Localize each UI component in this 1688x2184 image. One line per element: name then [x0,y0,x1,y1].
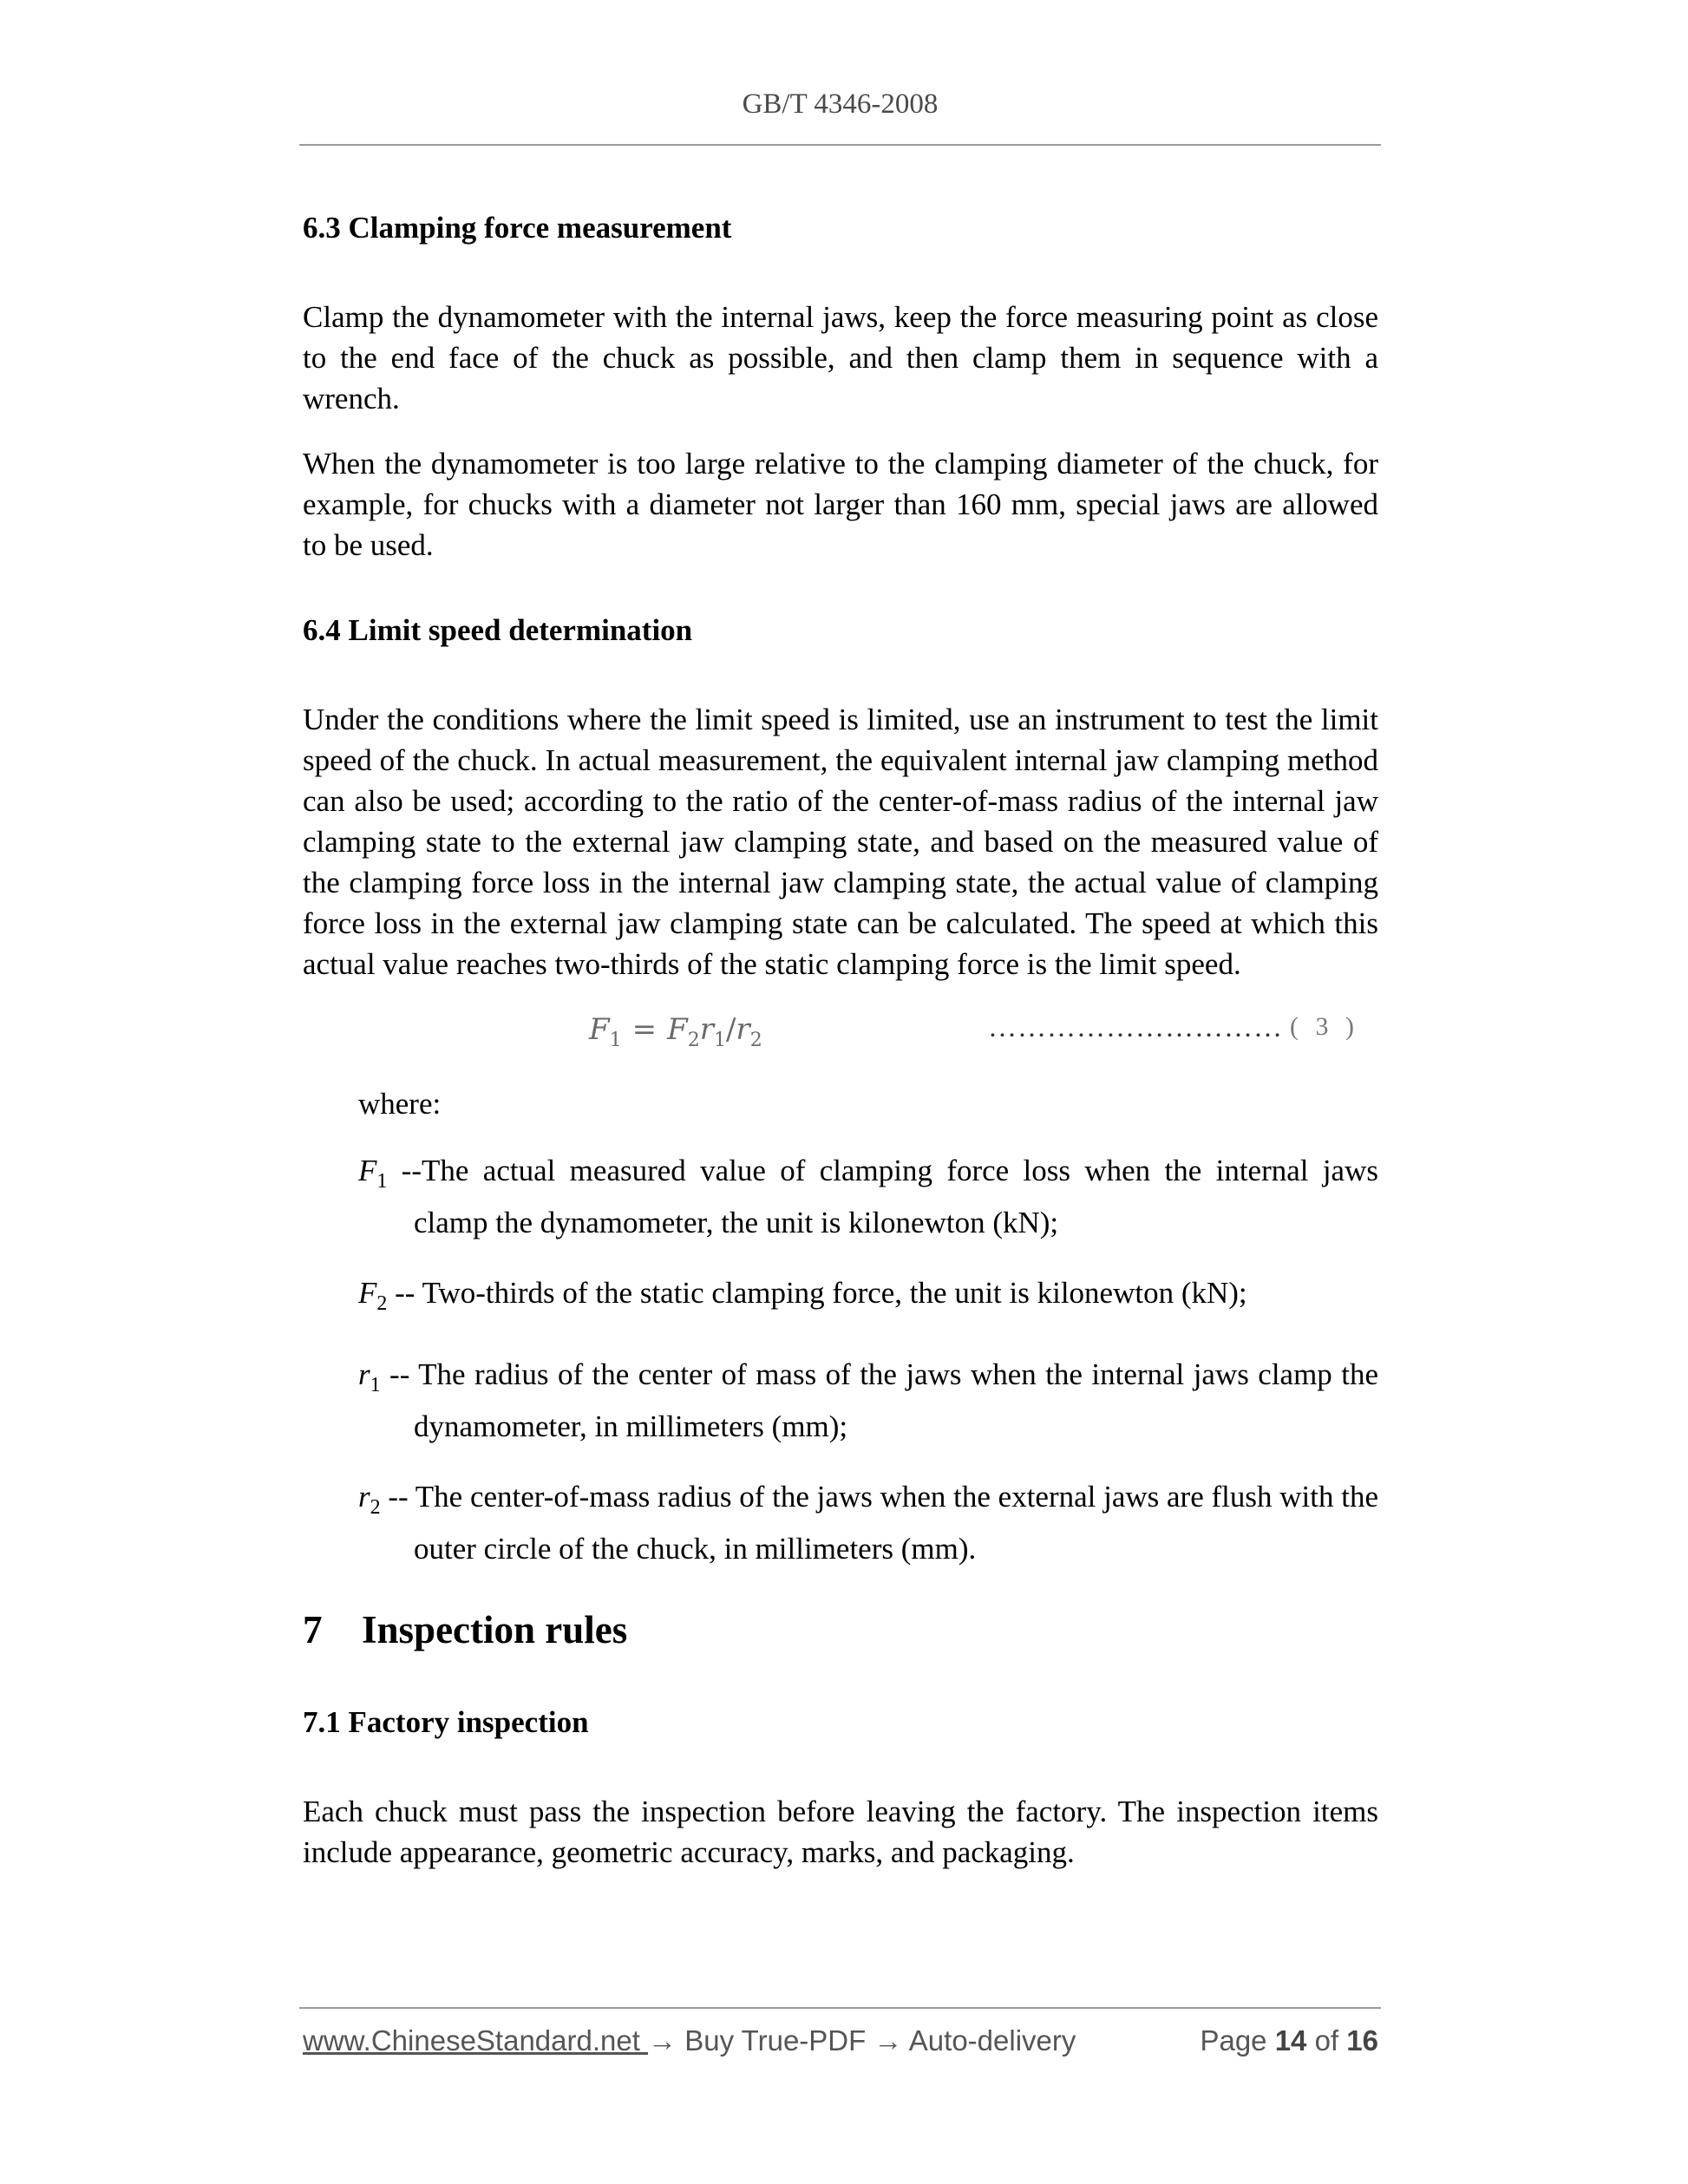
arrow-right-icon: → [648,2024,677,2056]
total-page-count: 16 [1346,2024,1378,2056]
current-page-number: 14 [1274,2024,1307,2056]
formula-number: ( 3 ) [1290,1012,1359,1041]
formula-3 [303,1012,1378,1064]
section-7-1-title: 7.1 Factory inspection [303,1705,589,1739]
formula-leader-dots: ………………………… [988,1012,1283,1043]
header-divider [299,144,1381,146]
section-6-3-paragraph-1: Clamp the dynamometer with the internal jaws, keep the force measuring point as close to the end face of the chuck as possible, and then clamp them in sequence with a wrench. [303,300,1378,415]
section-6-4-title: 6.4 Limit speed determination [303,613,693,647]
section-7-title: 7 Inspection rules [303,1608,628,1651]
section-7-1-paragraph-1: Each chuck must pass the inspection before leaving the factory. The inspection items include appearance, geometric accuracy, marks, and packaging. [303,1795,1378,1869]
definition-item: $r_2$ -- The center-of-mass radius of the jaws when the external jaws are flush with the outer circle of the chuck, in millimeters (mm). [358,1480,1378,1566]
arrow-right-icon: → [873,2024,903,2056]
definition-item: $F_2$ -- Two-thirds of the static clamping force, the unit is kilonewton (kN); [358,1276,1247,1315]
section-6-3-title: 6.3 Clamping force measurement [303,211,732,245]
definition-item: $r_1$ -- The radius of the center of mass of the jaws when the internal jaws clamp the dynamometer, in millimeters (mm); [358,1357,1378,1443]
where-label: where: [358,1087,442,1121]
page-content [303,208,1378,1897]
page-header: GB/T 4346-2008 [742,88,939,120]
section-6-3-paragraph-2: When the dynamometer is too large relative to the clamping diameter of the chuck, for example, for chucks with a diameter not larger than 160 mm, special jaws are allowed to be used. [303,447,1378,562]
footer-divider [299,2007,1381,2009]
auto-delivery-text: Auto-delivery [902,2024,1076,2056]
definition-item: $F_1$ --The actual measured value of clamping force loss when the internal jaws clamp the dynamometer, the unit is kilonewton (kN); [358,1154,1378,1239]
page-indicator: Page 14 of 16 [1200,2024,1378,2056]
formula-expression: $F_1 = F_2r_1/r_2$ [589,1012,762,1051]
section-6-4-paragraph-1: Under the conditions where the limit speed is limited, use an instrument to test the limit speed of the chuck. In actual measurement, the equivalent internal jaw clamping method can also be used; according to the ratio of the center-of-mass radius of the internal jaw clamping state to the external jaw clamping state, and based on the measured value of the clamping force loss in the internal jaw clamping state, the actual value of clamping force loss in the external jaw clamping state can be calculated. The speed at which this actual value reaches two-thirds of the static clamping force is the limit speed. [303,703,1378,981]
chinese-standard-link[interactable]: www.ChineseStandard.net [303,2024,649,2056]
buy-true-pdf-text: Buy True-PDF [677,2024,874,2056]
page-footer [303,2024,1378,2057]
